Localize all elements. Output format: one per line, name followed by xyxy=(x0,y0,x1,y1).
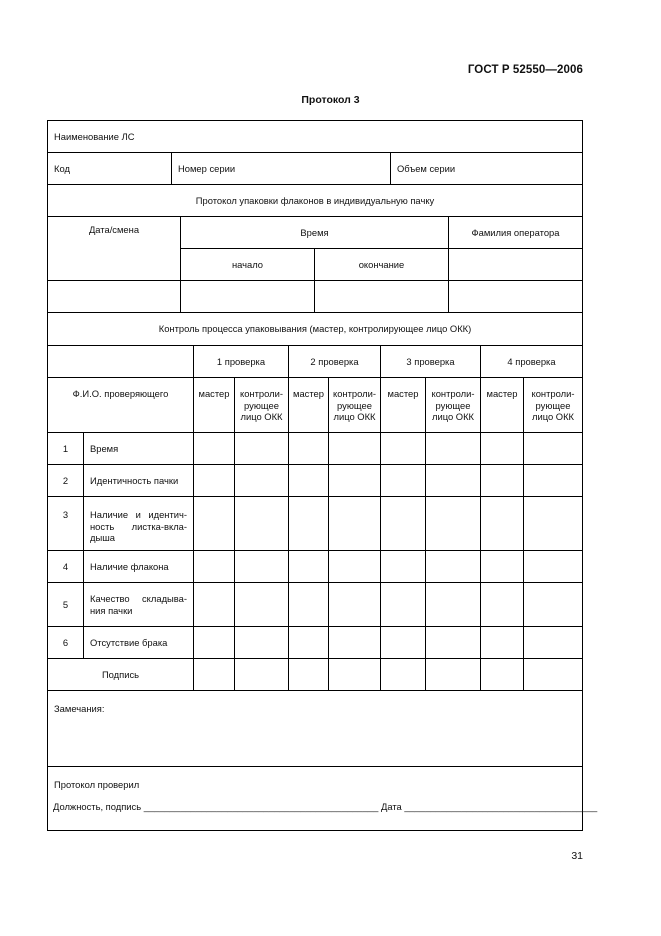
checked-by-label: Протокол проверил xyxy=(54,779,140,790)
criterion-4-label: Наличие флакона xyxy=(84,551,194,583)
date-shift-entry[interactable] xyxy=(48,281,181,313)
control-title: Контроль процесса упаковывания (мастер, контролирующее лицо ОКК) xyxy=(48,313,582,346)
criterion-5-check-1-controller[interactable] xyxy=(235,583,289,627)
criterion-3-check-2-master[interactable] xyxy=(289,497,329,551)
check-1-header: 1 проверка xyxy=(194,346,289,378)
criterion-6-check-3-controller[interactable] xyxy=(426,627,481,659)
criterion-2-check-4-master[interactable] xyxy=(481,465,524,497)
date-label: Дата xyxy=(380,801,402,812)
criterion-4-check-2-master[interactable] xyxy=(289,551,329,583)
criterion-6-check-2-master[interactable] xyxy=(289,627,329,659)
criterion-4-check-3-master[interactable] xyxy=(381,551,426,583)
criterion-3-check-2-controller[interactable] xyxy=(329,497,381,551)
criterion-5-number: 5 xyxy=(48,583,84,627)
criterion-4-check-4-controller[interactable] xyxy=(524,551,582,583)
check-1-controller-header: контроли- рующее лицо ОКК xyxy=(235,378,289,433)
criterion-5-check-2-master[interactable] xyxy=(289,583,329,627)
criterion-6-check-3-master[interactable] xyxy=(381,627,426,659)
time-start-header: начало xyxy=(181,249,315,281)
criterion-3-label: Наличие и идентич- ность листка-вкла- дыша xyxy=(84,497,194,551)
criterion-6-number: 6 xyxy=(48,627,84,659)
criterion-3-check-1-controller[interactable] xyxy=(235,497,289,551)
criterion-5-check-2-controller[interactable] xyxy=(329,583,381,627)
protocol-title: Протокол 3 xyxy=(301,94,360,106)
code-field[interactable] xyxy=(48,153,172,185)
criterion-2-check-2-master[interactable] xyxy=(289,465,329,497)
criterion-4-check-1-master[interactable] xyxy=(194,551,235,583)
criterion-2-check-3-master[interactable] xyxy=(381,465,426,497)
criterion-3-check-3-controller[interactable] xyxy=(426,497,481,551)
criterion-5-label: Качество складыва- ния пачки xyxy=(84,583,194,627)
signature-check-2-master[interactable] xyxy=(289,659,329,691)
time-end-entry[interactable] xyxy=(315,281,449,313)
signature-check-2-controller[interactable] xyxy=(329,659,381,691)
page-number: 31 xyxy=(571,850,583,862)
criterion-5-check-3-controller[interactable] xyxy=(426,583,481,627)
position-signature-label: Должность, подпись xyxy=(53,801,142,812)
criterion-5-check-4-master[interactable] xyxy=(481,583,524,627)
time-start-entry[interactable] xyxy=(181,281,315,313)
series-number-field[interactable] xyxy=(172,153,391,185)
date-blank: _____________________________________ xyxy=(404,801,598,812)
position-signature-line[interactable] xyxy=(53,801,597,812)
signature-check-1-master[interactable] xyxy=(194,659,235,691)
criterion-3-number: 3 xyxy=(48,497,84,551)
drug-name-field[interactable] xyxy=(48,121,582,153)
signature-check-3-master[interactable] xyxy=(381,659,426,691)
check-4-controller-header: контроли- рующее лицо ОКК xyxy=(524,378,582,433)
criterion-2-check-3-controller[interactable] xyxy=(426,465,481,497)
check-2-controller-header: контроли- рующее лицо ОКК xyxy=(329,378,381,433)
check-3-master-header: мастер xyxy=(381,378,426,433)
criterion-2-number: 2 xyxy=(48,465,84,497)
date-shift-header: Дата/смена xyxy=(48,217,181,281)
criterion-1-check-1-controller[interactable] xyxy=(235,433,289,465)
protocol-form xyxy=(47,120,583,831)
criterion-6-label: Отсутствие брака xyxy=(84,627,194,659)
series-volume-field[interactable] xyxy=(391,153,582,185)
criterion-1-check-2-master[interactable] xyxy=(289,433,329,465)
inspector-header: Ф.И.О. проверяющего xyxy=(48,378,194,433)
criterion-5-check-4-controller[interactable] xyxy=(524,583,582,627)
criterion-5-check-3-master[interactable] xyxy=(381,583,426,627)
checks-header-blank xyxy=(48,346,194,378)
check-4-header: 4 проверка xyxy=(481,346,582,378)
criterion-1-check-4-controller[interactable] xyxy=(524,433,582,465)
remarks-field[interactable] xyxy=(48,691,582,767)
signature-label: Подпись xyxy=(48,659,194,691)
signature-check-3-controller[interactable] xyxy=(426,659,481,691)
criterion-1-check-2-controller[interactable] xyxy=(329,433,381,465)
operator-header: Фамилия оператора xyxy=(449,217,582,249)
criterion-2-label: Идентичность пачки xyxy=(84,465,194,497)
packing-protocol-title: Протокол упаковки флаконов в индивидуальную пачку xyxy=(48,185,582,217)
check-2-header: 2 проверка xyxy=(289,346,381,378)
criterion-3-check-3-master[interactable] xyxy=(381,497,426,551)
operator-header-blank xyxy=(449,249,582,281)
code-label: Код xyxy=(54,162,70,174)
criterion-4-check-1-controller[interactable] xyxy=(235,551,289,583)
operator-entry[interactable] xyxy=(449,281,582,313)
standard-number: ГОСТ Р 52550—2006 xyxy=(467,64,583,76)
criterion-6-check-4-master[interactable] xyxy=(481,627,524,659)
series-volume-label: Объем серии xyxy=(397,162,456,174)
check-4-master-header: мастер xyxy=(481,378,524,433)
check-2-master-header: мастер xyxy=(289,378,329,433)
check-3-controller-header: контроли- рующее лицо ОКК xyxy=(426,378,481,433)
criterion-1-label: Время xyxy=(84,433,194,465)
criterion-2-check-1-master[interactable] xyxy=(194,465,235,497)
criterion-3-check-4-controller[interactable] xyxy=(524,497,582,551)
criterion-6-check-2-controller[interactable] xyxy=(329,627,381,659)
criterion-1-check-4-master[interactable] xyxy=(481,433,524,465)
criterion-1-number: 1 xyxy=(48,433,84,465)
checked-by-section xyxy=(48,767,582,830)
series-number-label: Номер серии xyxy=(178,162,236,174)
time-end-header: окончание xyxy=(315,249,449,281)
criterion-4-check-3-controller[interactable] xyxy=(426,551,481,583)
criterion-6-check-1-master[interactable] xyxy=(194,627,235,659)
criterion-6-check-1-controller[interactable] xyxy=(235,627,289,659)
criterion-5-check-1-master[interactable] xyxy=(194,583,235,627)
criterion-4-check-4-master[interactable] xyxy=(481,551,524,583)
criterion-2-check-4-controller[interactable] xyxy=(524,465,582,497)
criterion-4-check-2-controller[interactable] xyxy=(329,551,381,583)
criterion-1-check-3-master[interactable] xyxy=(381,433,426,465)
signature-check-1-controller[interactable] xyxy=(235,659,289,691)
remarks-label: Замечания: xyxy=(54,703,105,714)
check-3-header: 3 проверка xyxy=(381,346,481,378)
time-header: Время xyxy=(181,217,449,249)
position-signature-blank: _____________________________________________ xyxy=(143,801,379,812)
criterion-3-check-1-master[interactable] xyxy=(194,497,235,551)
criterion-6-check-4-controller[interactable] xyxy=(524,627,582,659)
criterion-3-check-4-master[interactable] xyxy=(481,497,524,551)
criterion-2-check-1-controller[interactable] xyxy=(235,465,289,497)
signature-check-4-controller[interactable] xyxy=(524,659,582,691)
criterion-4-number: 4 xyxy=(48,551,84,583)
criterion-1-check-3-controller[interactable] xyxy=(426,433,481,465)
drug-name-label: Наименование ЛС xyxy=(54,130,135,142)
criterion-2-check-2-controller[interactable] xyxy=(329,465,381,497)
check-1-master-header: мастер xyxy=(194,378,235,433)
signature-check-4-master[interactable] xyxy=(481,659,524,691)
criterion-1-check-1-master[interactable] xyxy=(194,433,235,465)
